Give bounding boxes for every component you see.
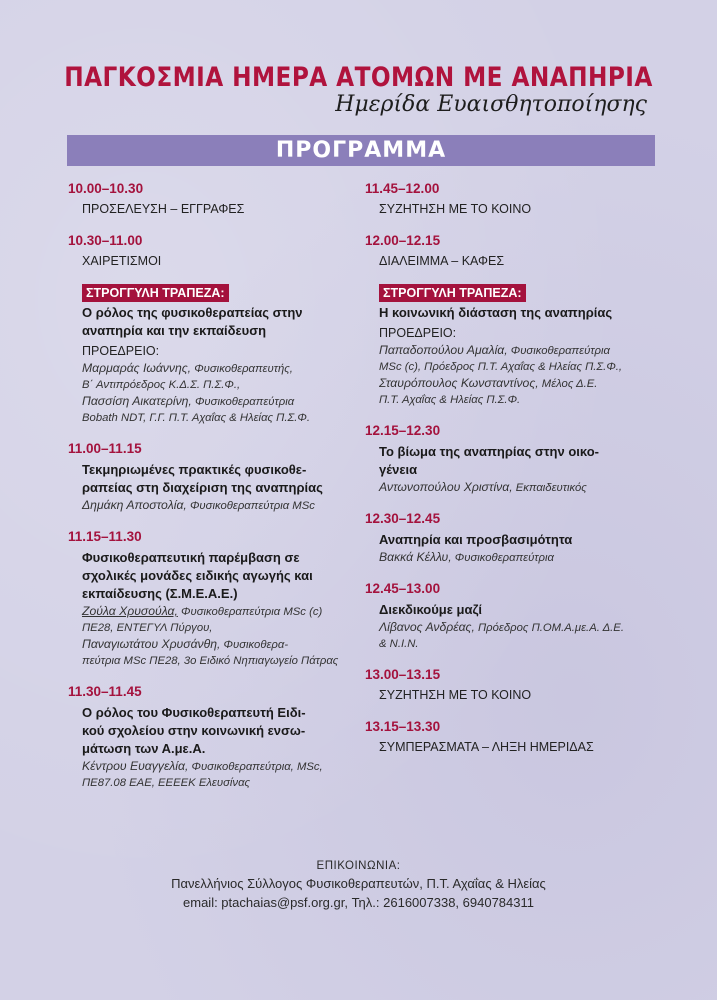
session-topic: Τεκμηριωμένες πρακτικές φυσικοθε- (82, 462, 307, 477)
speaker (365, 375, 665, 392)
session-title: ΣΥΖΗΤΗΣΗ ΜΕ ΤΟ ΚΟΙΝΟ (379, 688, 532, 702)
schedule-item (68, 528, 358, 669)
speaker-role: Φυσικοθεραπεύτρια (507, 345, 610, 357)
speaker (365, 479, 665, 496)
time-slot: 10.00–10.30 (68, 181, 144, 196)
schedule-item (365, 422, 665, 496)
speaker-role-line: ΠΕ87.08 ΕΑΕ, ΕΕΕΕΚ Ελευσίνας (82, 777, 251, 789)
speaker (68, 360, 358, 377)
session-topic: μάτωση των Α.με.Α. (82, 741, 206, 756)
session-topic: γένεια (379, 462, 418, 477)
schedule-left-column (68, 180, 358, 805)
event-title: ΠΑΓΚΟΣΜΙΑ ΗΜΕΡΑ ΑΤΟΜΩΝ ΜΕ ΑΝΑΠΗΡΙΑ (64, 62, 653, 93)
speaker (68, 497, 358, 514)
speaker-role: Μέλος Δ.Ε. (538, 378, 598, 390)
session-topic: Το βίωμα της αναπηρίας στην οικο- (379, 444, 599, 459)
session-title: ΣΥΜΠΕΡΑΣΜΑΤΑ – ΛΗΞΗ ΗΜΕΡΙΔΑΣ (379, 740, 594, 754)
speaker-role-line: πεύτρια MSc ΠΕ28, 3ο Ειδικό Νηπιαγωγείο Πάτρας (82, 655, 339, 667)
session-topic: εκπαίδευσης (Σ.Μ.Ε.Α.Ε.) (82, 586, 238, 601)
speaker-name: Αντωνοπούλου Χριστίνα, (379, 480, 513, 494)
speaker-name: Βακκά Κέλλυ, (379, 550, 452, 564)
program-banner (67, 135, 655, 166)
speaker-role: Φυσικοθεραπεύτρια MSc (c) (177, 606, 323, 618)
panel-label: ΠΡΟΕΔΡΕΙΟ: (82, 344, 160, 358)
speaker-name: Κέντρου Ευαγγελία, (82, 759, 189, 773)
speaker-role: Φυσικοθερα- (220, 639, 289, 651)
event-subtitle: Ημερίδα Ευαισθητοποίησης (335, 92, 647, 117)
speaker (68, 636, 358, 653)
round-table-badge: ΣΤΡΟΓΓΥΛΗ ΤΡΑΠΕΖΑ: (379, 284, 526, 302)
program-heading: ΠΡΟΓΡΑΜΜΑ (275, 138, 447, 163)
schedule-item (68, 683, 358, 791)
speaker-role-line: Π.Τ. Αχαΐας & Ηλείας Π.Σ.Φ. (379, 394, 521, 406)
session-topic: Φυσικοθεραπευτική παρέμβαση σε (82, 550, 300, 565)
speaker-name: Μαρμαράς Ιωάννης, (82, 361, 192, 375)
time-slot: 12.15–12.30 (365, 423, 441, 438)
speaker (68, 758, 358, 775)
contact-footer (0, 858, 717, 912)
session-title: ΠΡΟΣΕΛΕΥΣΗ – ΕΓΓΡΑΦΕΣ (82, 202, 245, 216)
speaker-role: Πρόεδρος Π.ΟΜ.Α.με.Α. Δ.Ε. (474, 622, 624, 634)
session-topic: Ο ρόλος του Φυσικοθεραπευτή Ειδι- (82, 705, 306, 720)
speaker (365, 619, 665, 636)
schedule-item (68, 232, 358, 270)
time-slot: 11.30–11.45 (68, 684, 142, 699)
session-topic: Διεκδικούμε μαζί (379, 602, 483, 617)
contact-label: ΕΠΙΚΟΙΝΩΝΙΑ: (316, 860, 401, 872)
organization-name: Πανελλήνιος Σύλλογος Φυσικοθεραπευτών, Π.Τ. Αχαΐας & Ηλείας (171, 876, 546, 891)
schedule-item (365, 718, 665, 756)
panel-label: ΠΡΟΕΔΡΕΙΟ: (379, 326, 457, 340)
speaker-name: Ζούλα Χρυσούλα, (82, 604, 178, 618)
schedule-item (68, 440, 358, 514)
session-topic: Αναπηρία και προσβασιμότητα (379, 532, 573, 547)
time-slot: 11.45–12.00 (365, 181, 440, 196)
speaker-role: Φυσικοθεραπεύτρια (191, 396, 295, 408)
time-slot: 13.15–13.30 (365, 719, 441, 734)
session-title: ΔΙΑΛΕΙΜΜΑ – ΚΑΦΕΣ (379, 254, 505, 268)
schedule-item (365, 232, 665, 270)
time-slot: 11.15–11.30 (68, 529, 142, 544)
schedule-item (365, 580, 665, 652)
schedule-item (365, 510, 665, 566)
speaker (365, 342, 665, 359)
schedule-right-column (365, 180, 665, 770)
speaker-role: Φυσικοθεραπεύτρια MSc (186, 500, 315, 512)
session-topic: αναπηρία και την εκπαίδευση (82, 323, 267, 338)
session-topic: σχολικές μονάδες ειδικής αγωγής και (82, 568, 313, 583)
speaker-role: Φυσικοθεραπεύτρια, MSc, (188, 761, 323, 773)
speaker (365, 549, 665, 566)
round-table-badge: ΣΤΡΟΓΓΥΛΗ ΤΡΑΠΕΖΑ: (82, 284, 229, 302)
speaker-name: Λίβανος Ανδρέας, (379, 620, 475, 634)
session-topic: ραπείας στη διαχείριση της αναπηρίας (82, 480, 323, 495)
session-title: ΣΥΖΗΤΗΣΗ ΜΕ ΤΟ ΚΟΙΝΟ (379, 202, 532, 216)
speaker-name: Πασσίση Αικατερίνη, (82, 394, 192, 408)
time-slot: 10.30–11.00 (68, 233, 143, 248)
session-topic: κού σχολείου στην κοινωνική ενσω- (82, 723, 306, 738)
speaker-name: Σταυρόπουλος Κωνσταντίνος, (379, 376, 539, 390)
speaker-role: Εκπαιδευτικός (512, 482, 587, 494)
schedule-item (68, 180, 358, 218)
round-table-item (365, 284, 665, 408)
speaker-role-line: & Ν.Ι.Ν. (379, 638, 419, 650)
time-slot: 12.00–12.15 (365, 233, 441, 248)
contact-details: email: ptachaias@psf.org.gr, Τηλ.: 2616007338, 6940784311 (183, 895, 534, 910)
session-topic: Η κοινωνική διάσταση της αναπηρίας (379, 305, 613, 320)
time-slot: 12.45–13.00 (365, 581, 441, 596)
time-slot: 12.30–12.45 (365, 511, 441, 526)
speaker-role-line: MSc (c), Πρόεδρος Π.Τ. Αχαΐας & Ηλείας Π.Σ.Φ., (379, 361, 623, 373)
schedule-item (365, 180, 665, 218)
speaker-name: Παπαδοπούλου Αμαλία, (379, 343, 508, 357)
speaker-role-line: Bobath NDT, Γ.Γ. Π.Τ. Αχαΐας & Ηλείας Π.Σ.Φ. (82, 412, 310, 424)
speaker-name: Δημάκη Αποστολία, (82, 498, 187, 512)
speaker-role-line: ΠΕ28, ΕΝΤΕΓΥΛ Πύργου, (82, 622, 213, 634)
round-table-item (68, 284, 358, 426)
time-slot: 13.00–13.15 (365, 667, 441, 682)
speaker-name: Παναγιωτάτου Χρυσάνθη, (82, 637, 221, 651)
speaker-role: Φυσικοθεραπευτής, (191, 363, 293, 375)
speaker-role-line: Β΄ Αντιπρόεδρος Κ.Δ.Σ. Π.Σ.Φ., (82, 379, 241, 391)
schedule-item (365, 666, 665, 704)
speaker (68, 393, 358, 410)
session-title: ΧΑΙΡΕΤΙΣΜΟΙ (82, 254, 162, 268)
session-topic: Ο ρόλος της φυσικοθεραπείας στην (82, 305, 303, 320)
speaker-role: Φυσικοθεραπεύτρια (451, 552, 554, 564)
time-slot: 11.00–11.15 (68, 441, 142, 456)
speaker (68, 603, 358, 620)
